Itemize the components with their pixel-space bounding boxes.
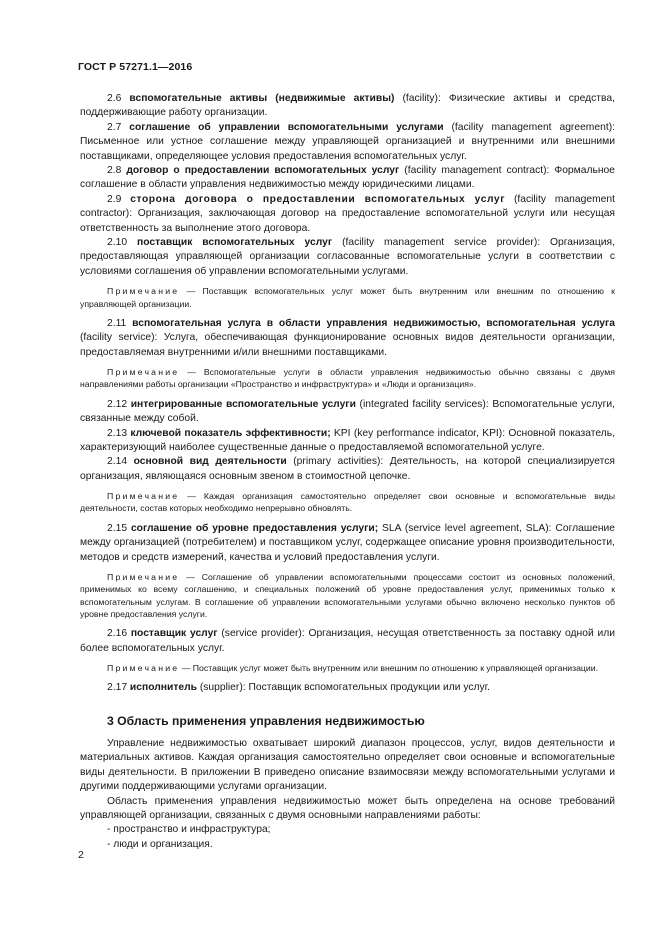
definition-2-15 [80, 522, 615, 565]
term-number: 2.16 [107, 628, 128, 640]
term-name: соглашение об управлении вспомогательными услугами [129, 121, 444, 133]
definition-2-11 [80, 317, 615, 360]
definition-2-14 [80, 455, 615, 484]
definition-2-7 [80, 121, 615, 164]
term-name: соглашение об уровне предоставления услуги; [130, 522, 379, 534]
term-name: интегрированные вспомогательные услуги [130, 398, 356, 410]
section-3-paragraph-2: Область применения управления недвижимостью может быть определена на основе требований управляющей организации, связанных с двумя основными направлениями работы: [80, 795, 615, 822]
definition-2-13 [80, 427, 615, 456]
term-definition: (facility): Физические активы и средства, поддерживающие работу организации. [80, 93, 615, 119]
term-name: исполнитель [129, 682, 197, 694]
term-definition: (integrated facility services): Вспомогательные услуги, связанные между собой. [80, 398, 615, 425]
term-definition: SLA (service level agreement, SLA): Соглашение между организацией (потребителем) и поставщиком услуг, содержащее описание уровня производительности, методов и средств измерений, качества и условий предоставления услуги. [80, 522, 615, 563]
term-number: 2.17 [107, 682, 128, 694]
note-text: — Поставщик вспомогательных услуг может быть внутренним или внешним по отношению к управляющей организации. [80, 286, 615, 309]
term-number: 2.8 [107, 165, 122, 177]
definition-2-12 [80, 398, 615, 427]
term-number: 2.6 [107, 93, 122, 104]
note-2-15 [80, 571, 615, 620]
term-definition: (facility management service provider): Организация, предоставляющая управляющей организации согласованные вспомогательные услуги в соответствии с условиями соглашения об управлении вспомогательными услугами. [80, 237, 615, 277]
definition-2-16 [80, 627, 615, 656]
standard-header: ГОСТ Р 57271.1—2016 [78, 61, 193, 73]
definition-2-9 [80, 193, 615, 236]
note-label: Примечание [107, 491, 180, 502]
page-number: 2 [78, 849, 84, 861]
term-definition: KPI (key performance indicator, KPI): Основной показатель, характеризующий наиболее существенные данные о предоставляемой вспомогательной услуге. [80, 427, 615, 453]
note-label: Примечание [107, 286, 180, 297]
note-text: — Поставщик услуг может быть внутренним или внешним по отношению к управляющей организации. [179, 662, 599, 673]
term-name: вспомогательная услуга в области управления недвижимостью, вспомогательная услуга [132, 317, 615, 329]
definition-2-8 [80, 164, 615, 193]
term-name: основной вид деятельности [133, 456, 287, 468]
term-definition: (supplier): Поставщик вспомогательных продукции или услуг. [196, 682, 491, 694]
section-3-paragraph-1: Управление недвижимостью охватывает широкий диапазон процессов, услуг, видов деятельности и материальных активов. Каждая организация самостоятельно определяет свои основные и вспомогательные виды деятельности. В приложении В приведено описание взаимосвязи между вспомогательными услугами и другими поддерживающими услугами организации. [80, 738, 615, 793]
term-number: 2.15 [107, 522, 128, 534]
term-name: сторона договора о предоставлении вспомогательных услуг [130, 193, 506, 205]
definition-2-10 [80, 236, 615, 279]
term-number: 2.9 [107, 193, 122, 205]
term-number: 2.10 [107, 237, 128, 249]
note-label: Примечание [107, 571, 180, 582]
term-number: 2.12 [107, 398, 128, 410]
note-label: Примечание [107, 662, 180, 673]
list-item: - люди и организация. [107, 838, 213, 850]
list-item: - пространство и инфраструктура; [107, 824, 271, 836]
note-2-14 [80, 490, 615, 515]
term-number: 2.7 [107, 121, 122, 133]
note-2-11 [80, 366, 615, 391]
definition-2-6 [80, 92, 615, 121]
term-definition: (facility management contract): Формальное соглашение в области управления недвижимостью между юридическими лицами. [80, 165, 615, 191]
term-name: поставщик вспомогательных услуг [136, 237, 333, 249]
note-text: — Вспомогательные услуги в области управления недвижимостью обычно связаны с двумя направлениями работы организации «Пространство и инфраструктура» и «Люди и организация». [80, 367, 615, 390]
term-number: 2.14 [107, 456, 128, 468]
term-definition: (facility service): Услуга, обеспечивающая функционирование основных видов деятельности организации, предоставляемая внутренними и/или внешними поставщиками. [80, 332, 615, 358]
term-number: 2.13 [107, 427, 128, 439]
definition-2-17 [80, 681, 615, 695]
term-name: вспомогательные активы (недвижимые активы) [129, 93, 395, 104]
term-name: ключевой показатель эффективности; [130, 427, 331, 439]
term-definition: (facility management agreement): Письменное или устное соглашение между управляющей организацией и внутренними или внешними поставщиками, определяющее условия предоставления вспомогательных услуг. [80, 121, 615, 162]
note-2-10 [80, 285, 615, 310]
note-text: — Соглашение об управлении вспомогательными процессами состоит из основных положений, применимых ко всему соглашению, и специальных положений об уровне предоставления услуг, применимых только к вспомогательным услугам. В соглашение об управлении вспомогательными услугами обычно включено несколько пунктов об уровне предоставления услуги. [80, 571, 615, 619]
section-3-title: 3 Область применения управления недвижимостью [107, 713, 425, 728]
term-name: поставщик услуг [130, 628, 218, 640]
note-label: Примечание [107, 367, 180, 378]
page-content [80, 92, 615, 852]
term-number: 2.11 [107, 317, 127, 329]
term-name: договор о предоставлении вспомогательных услуг [126, 165, 400, 177]
term-definition: (primary activities): Деятельность, на которой специализируется организация, являющаяся основным звеном в стоимостной цепочке. [80, 456, 615, 482]
note-text: — Каждая организация самостоятельно определяет свои основные и вспомогательные виды деятельности, состав которых необходимо непрерывно обновлять. [80, 491, 615, 514]
term-definition: (facility management contractor): Организация, заключающая договор на предоставление вспомогательной услуги или несущая ответственность за выполнение этого договора. [80, 193, 615, 234]
term-definition: (service provider): Организация, несущая ответственность за поставку одной или более вспомогательных услуг. [80, 628, 615, 654]
note-2-16 [80, 662, 615, 674]
